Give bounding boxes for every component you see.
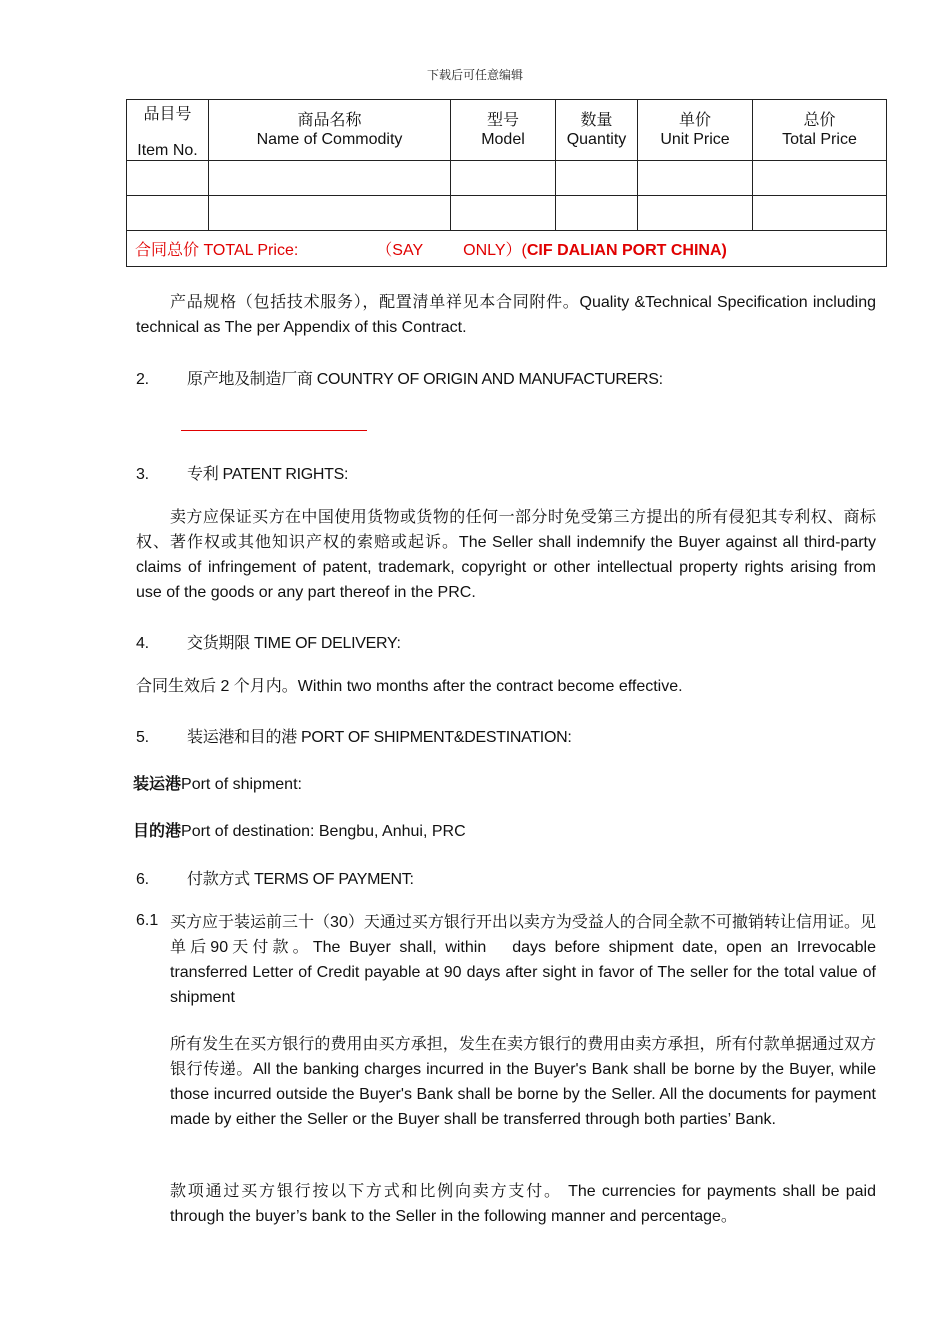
table-cell[interactable] [209,161,451,196]
port-of-shipment-en: Port of shipment: [181,776,302,793]
payment-paragraph-charges: 所有发生在买方银行的费用由买方承担，发生在卖方银行的费用由卖方承担，所有付款单据通过双方银行传递。All the banking charges incurred in the Buyer's Bank shall be borne by the Buyer, while those incurred outside the Buyer's Bank shall be borne by the Seller. All the documents for payment made by either the Seller or the Buyer shall be transferred through both parties’ Bank. [170,1036,876,1128]
port-of-shipment [133,771,302,794]
header-commodity-en: Name of Commodity [256,131,403,148]
table-cell[interactable] [451,161,556,196]
header-total-price-cn: 总价 [803,112,836,129]
section-number: 2. [136,371,149,388]
header-total-price [753,100,887,161]
header-unit-price-en: Unit Price [660,131,730,148]
header-item-no [127,100,209,161]
table-cell[interactable] [638,196,753,231]
clause-number: 6.1 [136,912,159,929]
header-commodity-cn: 商品名称 [297,112,362,129]
header-unit-price-cn: 单价 [678,112,711,129]
table-row [127,196,887,231]
header-item-no-cn: 品目号 [143,106,192,123]
section-heading-ports [136,724,572,747]
table-cell[interactable] [451,196,556,231]
table-cell[interactable] [753,161,887,196]
spec-paragraph: 产品规格（包括技术服务），配置清单祥见本合同附件。Quality &Technical Specification including technical as The per Appendix of this Contract. [136,294,876,336]
commodity-table [126,99,887,267]
total-price-label: 合同总价 TOTAL Price: [135,242,299,259]
payment-paragraph-currency: 款项通过买方银行按以下方式和比例向卖方支付。 The currencies for payments shall be paid through the buyer’s bank to the Seller in the following manner and percentage。 [170,1183,876,1225]
section-heading-payment [136,866,414,889]
header-quantity [556,100,638,161]
patent-paragraph: 卖方应保证买方在中国使用货物或货物的任何一部分时免受第三方提出的所有侵犯其专利权、商标权、著作权或其他知识产权的索赔或起诉。The Seller shall indemnify the Buyer against all third-party claims of infringement of patent, trademark, copyright or other intellectual property rights arising from use of the goods or any part thereof in the PRC. [136,509,876,601]
header-model-cn: 型号 [486,112,519,129]
header-commodity [209,100,451,161]
total-only: ONLY）( [463,242,527,259]
total-price-cell [127,231,887,267]
header-model [451,100,556,161]
header-total-price-en: Total Price [782,131,857,148]
manufacturer-blank-line[interactable] [181,430,367,431]
header-unit-price [638,100,753,161]
table-cell[interactable] [556,196,638,231]
payment-paragraph-lc [170,910,876,1010]
section-number: 3. [136,466,149,483]
section-number: 4. [136,635,149,652]
header-quantity-cn: 数量 [580,112,613,129]
table-cell[interactable] [556,161,638,196]
section-heading-origin [136,366,663,389]
section-heading-delivery [136,630,401,653]
table-header-row [127,100,887,161]
table-cell[interactable] [209,196,451,231]
header-quantity-en: Quantity [566,131,627,148]
table-cell[interactable] [638,161,753,196]
section-title: 专利 PATENT RIGHTS: [187,466,349,483]
header-model-en: Model [481,131,525,148]
port-of-destination-en: Port of destination: Bengbu, Anhui, PRC [181,823,466,840]
table-cell[interactable] [127,161,209,196]
total-cif-terms: CIF DALIAN PORT CHINA) [526,242,727,259]
header-item-no-en: Item No. [137,142,198,159]
table-cell[interactable] [127,196,209,231]
delivery-paragraph: 合同生效后 2 个月内。Within two months after the contract become effective. [136,678,683,695]
port-of-destination-cn: 目的港 [133,823,182,840]
section-title: 交货期限 TIME OF DELIVERY: [187,635,401,652]
section-number: 5. [136,729,149,746]
port-of-destination [133,818,466,841]
total-price-row [127,231,887,267]
section-heading-patent [136,461,348,484]
section-title: 装运港和目的港 PORT OF SHIPMENT&DESTINATION: [187,729,572,746]
section-title: 原产地及制造厂商 COUNTRY OF ORIGIN AND MANUFACTURERS: [187,371,663,388]
payment-lc-part-b: days before shipment date, open an Irrevocable transferred Letter of Credit payable at 90 days after sight in favor of The seller for the total value of shipment [170,939,876,1006]
port-of-shipment-cn: 装运港 [133,776,182,793]
total-say: （SAY [376,242,424,259]
section-title: 付款方式 TERMS OF PAYMENT: [187,871,414,888]
page-header: 下载后可任意编辑 [426,68,523,82]
table-row [127,161,887,196]
payment-lc-part-a: 买方应于装运前三十（30）天通过买方银行开出以卖方为受益人的合同全款不可撤销转让信用证。见单后90天付款。The Buyer shall, within [170,914,876,956]
table-cell[interactable] [753,196,887,231]
section-number: 6. [136,871,149,888]
